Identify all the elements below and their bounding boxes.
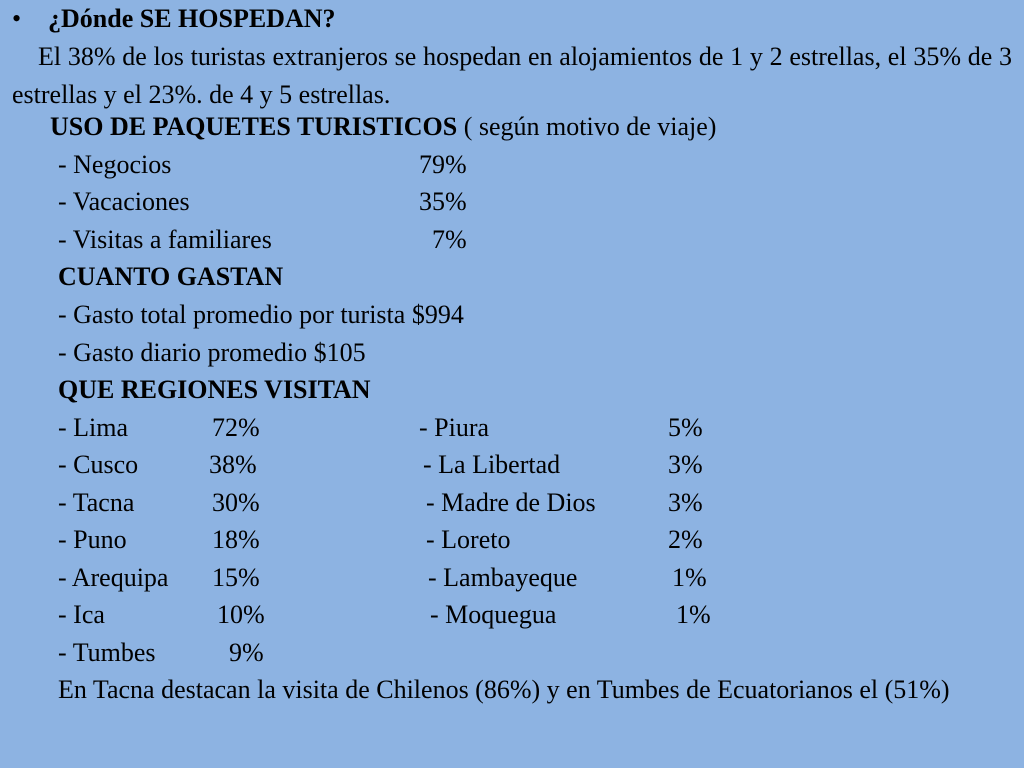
- list-item: [58, 221, 272, 259]
- region-value: 18%: [212, 525, 260, 554]
- region-label: - Moquegua: [430, 600, 557, 629]
- region-label: - Tumbes: [58, 638, 156, 667]
- intro-paragraph: [12, 38, 1012, 113]
- region-value: 72%: [212, 413, 260, 442]
- region-value: 15%: [212, 563, 260, 592]
- packages-heading-note: ( según motivo de viaje): [457, 112, 717, 141]
- region-label: - La Libertad: [423, 450, 561, 479]
- spending-heading-text: CUANTO GASTAN: [58, 262, 284, 291]
- bullet-icon: •: [12, 4, 22, 33]
- packages-heading: USO DE PAQUETES TURISTICOS: [50, 112, 458, 141]
- region-label: - Tacna: [58, 488, 135, 517]
- list-item: [58, 146, 171, 184]
- closing-text: En Tacna destacan la visita de Chilenos (86%) y en Tumbes de Ecuatorianos el (51%): [58, 675, 950, 704]
- package-value: 79%: [419, 150, 467, 179]
- region-value: 2%: [668, 525, 703, 554]
- packages-heading-line: [50, 108, 716, 146]
- region-label: - Lambayeque: [428, 563, 578, 592]
- region-label: - Puno: [58, 525, 127, 554]
- intro-text: El 38% de los turistas extranjeros se hospedan en alojamientos de 1 y 2 estrellas, el 35% de 3 estrellas y el 23%. de 4 y 5 estrellas.: [12, 42, 1012, 109]
- title-line: [12, 0, 336, 38]
- closing-paragraph: [12, 671, 1012, 709]
- region-value: 3%: [668, 450, 703, 479]
- region-value: 5%: [668, 413, 703, 442]
- regions-heading: [58, 371, 371, 409]
- region-label: - Arequipa: [58, 563, 169, 592]
- list-item: [58, 183, 190, 221]
- region-value: 38%: [209, 450, 257, 479]
- page-title: ¿Dónde SE HOSPEDAN?: [48, 4, 336, 33]
- region-value: 1%: [672, 563, 707, 592]
- spending-line: - Gasto diario promedio $105: [58, 338, 366, 367]
- region-value: 30%: [212, 488, 260, 517]
- region-label: - Madre de Dios: [426, 488, 596, 517]
- package-label: - Vacaciones: [58, 187, 190, 216]
- spending-heading: [58, 258, 283, 296]
- regions-heading-text: QUE REGIONES VISITAN: [58, 375, 371, 404]
- region-label: - Piura: [419, 413, 490, 442]
- package-value: 35%: [419, 187, 467, 216]
- region-value: 9%: [229, 638, 264, 667]
- region-value: 10%: [217, 600, 265, 629]
- region-label: - Cusco: [58, 450, 139, 479]
- region-value: 3%: [668, 488, 703, 517]
- spending-line: - Gasto total promedio por turista $994: [58, 300, 464, 329]
- package-value: 7%: [432, 225, 467, 254]
- package-label: - Visitas a familiares: [58, 225, 272, 254]
- region-value: 1%: [676, 600, 711, 629]
- package-label: - Negocios: [58, 150, 172, 179]
- region-label: - Loreto: [426, 525, 511, 554]
- region-label: - Ica: [58, 600, 105, 629]
- region-label: - Lima: [58, 413, 129, 442]
